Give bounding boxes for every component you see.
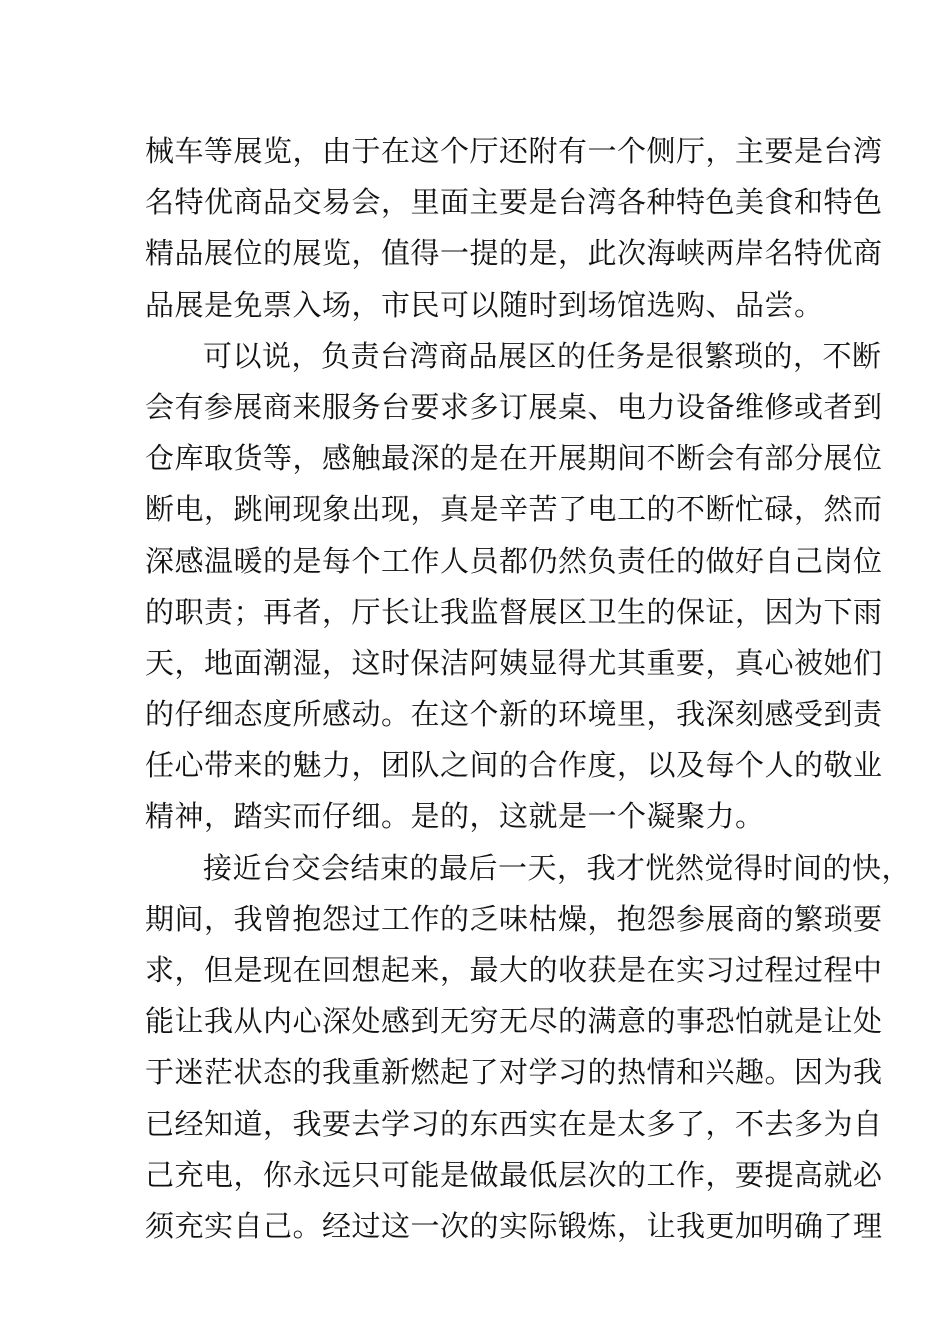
body-text	[145, 126, 912, 1252]
text-line: 深感温暖的是每个工作人员都仍然负责任的做好自己岗位	[145, 543, 883, 578]
text-line: 会有参展商来服务台要求多订展桌、电力设备维修或者到	[145, 389, 883, 424]
text-line: 于迷茫状态的我重新燃起了对学习的热情和兴趣。因为我	[145, 1055, 883, 1090]
text-line: 精神，踏实而仔细。是的，这就是一个凝聚力。	[145, 799, 765, 834]
text-line: 械车等展览，由于在这个厅还附有一个侧厅，主要是台湾	[145, 134, 883, 168]
text-line: 己充电，你永远只可能是做最低层次的工作，要提高就必	[145, 1157, 883, 1192]
text-line: 名特优商品交易会，里面主要是台湾各种特色美食和特色	[145, 185, 883, 220]
text-line: 任心带来的魅力，团队之间的合作度，以及每个人的敬业	[145, 748, 883, 783]
text-line: 期间，我曾抱怨过工作的乏味枯燥，抱怨参展商的繁琐要	[145, 901, 883, 936]
text-line: 能让我从内心深处感到无穷无尽的满意的事恐怕就是让处	[145, 1004, 883, 1039]
text-line: 的职责；再者，厅长让我监督展区卫生的保证，因为下雨	[145, 594, 883, 629]
text-line: 精品展位的展览，值得一提的是，此次海峡两岸名特优商	[145, 236, 883, 271]
paragraph-first-line: 接近台交会结束的最后一天，我才恍然觉得时间的快，	[203, 850, 912, 885]
text-line: 已经知道，我要去学习的东西实在是太多了，不去多为自	[145, 1106, 883, 1141]
paragraph-first-line: 可以说，负责台湾商品展区的任务是很繁琐的，不断	[203, 338, 882, 373]
text-line: 须充实自己。经过这一次的实际锻炼，让我更加明确了理	[145, 1208, 883, 1243]
text-line: 的仔细态度所感动。在这个新的环境里，我深刻感受到责	[145, 697, 883, 732]
text-line: 断电，跳闸现象出现，真是辛苦了电工的不断忙碌，然而	[145, 492, 883, 527]
text-line: 天，地面潮湿，这时保洁阿姨显得尤其重要，真心被她们	[145, 645, 883, 680]
text-line: 求，但是现在回想起来，最大的收获是在实习过程过程中	[145, 953, 883, 987]
text-line: 品展是免票入场，市民可以随时到场馆选购、品尝。	[145, 287, 824, 322]
text-line: 仓库取货等，感触最深的是在开展期间不断会有部分展位	[145, 441, 883, 476]
